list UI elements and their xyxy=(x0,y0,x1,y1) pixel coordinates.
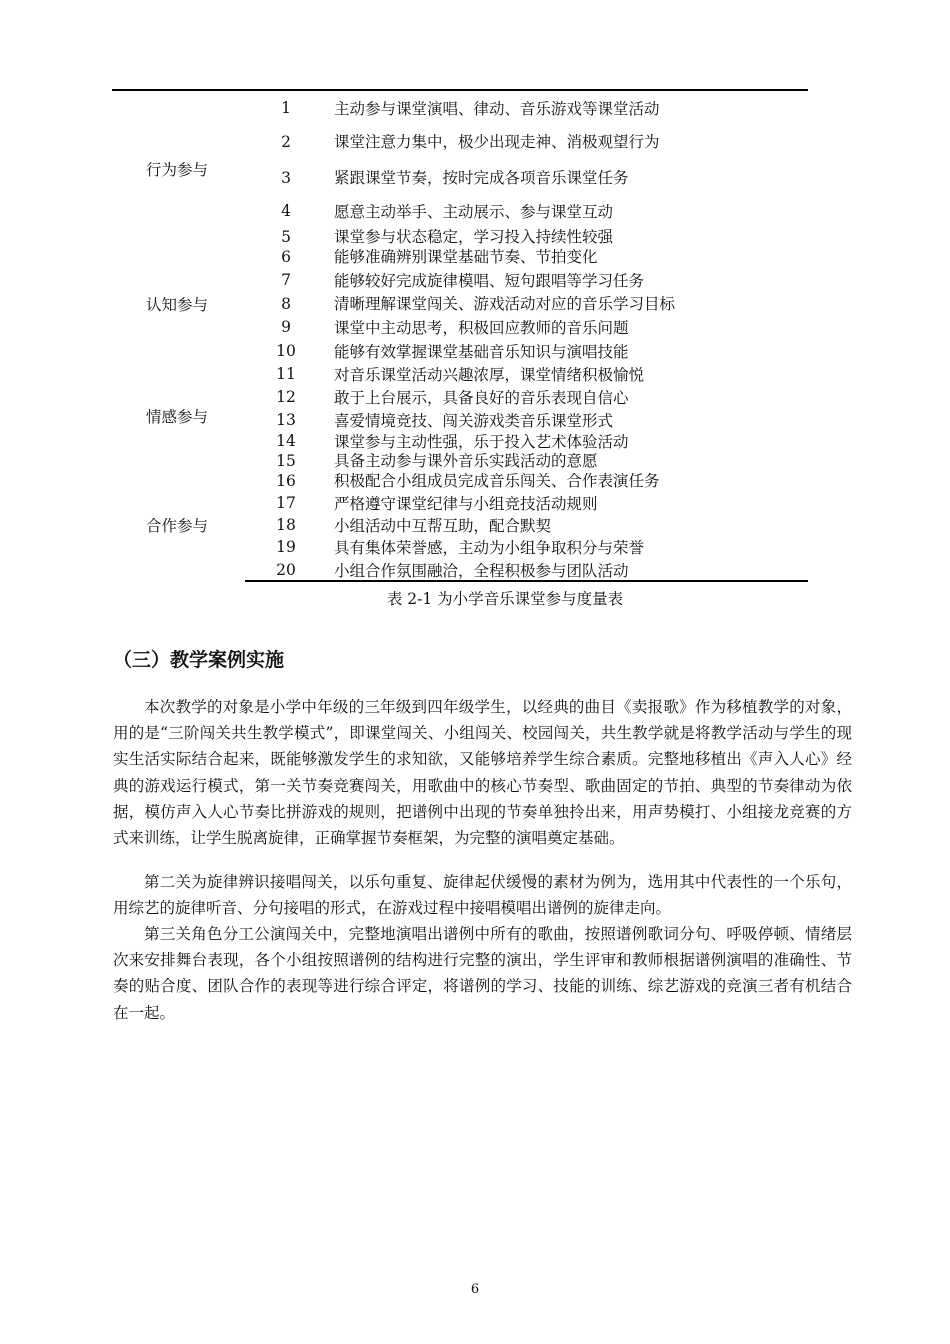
body-paragraph: 第三关角色分工公演闯关中，完整地演唱出谱例中所有的歌曲，按照谱例歌词分句、呼吸停顿、情绪层次来安排舞台表现，各个小组按照谱例的结构进行完整的演出，学生评审和教师根据谱例演唱的准确性、节奏的贴合度、团队合作的表现等进行综合评定，将谱例的学习、技能的训练、综艺游戏的竞演三者有机结合在一起。 xyxy=(113,925,852,1022)
row-item: 能够有效掌握课堂基础音乐知识与演唱技能 xyxy=(334,343,629,361)
row-number: 4 xyxy=(281,202,291,220)
category-label: 行为参与 xyxy=(146,161,209,179)
row-number: 17 xyxy=(276,494,296,512)
row-item: 小组活动中互帮互助，配合默契 xyxy=(334,517,552,535)
row-number: 7 xyxy=(281,271,291,289)
row-item: 主动参与课堂演唱、律动、音乐游戏等课堂活动 xyxy=(334,100,660,118)
row-number: 11 xyxy=(276,365,296,383)
row-item: 课堂中主动思考，积极回应教师的音乐问题 xyxy=(334,319,629,337)
table-caption: 表 2-1 为小学音乐课堂参与度量表 xyxy=(386,590,624,608)
page-number: 6 xyxy=(470,1282,480,1297)
section-heading: （三）教学案例实施 xyxy=(113,649,285,671)
row-item: 具备主动参与课外音乐实践活动的意愿 xyxy=(334,452,598,470)
row-number: 13 xyxy=(276,411,296,429)
row-number: 16 xyxy=(276,472,296,490)
row-number: 5 xyxy=(281,228,291,246)
row-item: 具有集体荣誉感，主动为小组争取积分与荣誉 xyxy=(334,539,645,557)
body-paragraph: 第二关为旋律辨识接唱闯关，以乐句重复、旋律起伏缓慢的素材为例为，选用其中代表性的一个乐句，用综艺的旋律听音、分句接唱的形式，在游戏过程中接唱模唱出谱例的旋律走向。 xyxy=(113,873,852,918)
row-item: 严格遵守课堂纪律与小组竞技活动规则 xyxy=(334,495,598,513)
category-label: 情感参与 xyxy=(146,408,209,426)
row-item: 敢于上台展示，具备良好的音乐表现自信心 xyxy=(334,389,629,407)
row-item: 课堂参与状态稳定，学习投入持续性较强 xyxy=(334,228,614,246)
body-paragraph: 本次教学的对象是小学中年级的三年级到四年级学生，以经典的曲目《卖报歌》作为移植教学的对象，用的是“三阶闯关共生教学模式”，即课堂闯关、小组闯关、校园闯关，共生教学就是将教学活动与学生的现实生活实际结合起来，既能够激发学生的求知欲，又能够培养学生综合素质。完整地移植出《声入人心》经典的游戏运行模式，第一关节奏竞赛闯关，用歌曲中的核心节奏型、歌曲固定的节拍、典型的节奏律动为依据，模仿声入人心节奏比拼游戏的规则，把谱例中出现的节奏单独拎出来，用声势模打、小组接龙竞赛的方式来训练，让学生脱离旋律，正确掌握节奏框架，为完整的演唱奠定基础。 xyxy=(113,698,852,848)
row-number: 1 xyxy=(281,99,291,117)
row-number: 3 xyxy=(281,169,291,187)
row-item: 对音乐课堂活动兴趣浓厚，课堂情绪积极愉悦 xyxy=(334,366,645,384)
row-number: 20 xyxy=(276,561,296,579)
row-item: 紧跟课堂节奏，按时完成各项音乐课堂任务 xyxy=(334,169,629,187)
row-item: 清晰理解课堂闯关、游戏活动对应的音乐学习目标 xyxy=(334,295,676,313)
row-number: 18 xyxy=(276,516,296,534)
row-number: 2 xyxy=(281,133,291,151)
row-item: 课堂参与主动性强，乐于投入艺术体验活动 xyxy=(334,433,629,451)
row-item: 喜爱情境竞技、闯关游戏类音乐课堂形式 xyxy=(334,412,614,430)
row-item: 积极配合小组成员完成音乐闯关、合作表演任务 xyxy=(334,472,660,490)
table-top-rule xyxy=(112,89,808,91)
row-number: 9 xyxy=(281,318,291,336)
row-number: 10 xyxy=(276,342,296,360)
row-number: 8 xyxy=(281,295,291,313)
category-label: 合作参与 xyxy=(146,517,209,535)
row-item: 能够准确辨别课堂基础节奏、节拍变化 xyxy=(334,248,598,266)
row-item: 愿意主动举手、主动展示、参与课堂互动 xyxy=(334,203,614,221)
row-number: 12 xyxy=(276,388,296,406)
category-label: 认知参与 xyxy=(146,296,209,314)
table-bottom-rule xyxy=(245,580,808,582)
row-item: 课堂注意力集中，极少出现走神、消极观望行为 xyxy=(334,133,660,151)
row-item: 能够较好完成旋律模唱、短句跟唱等学习任务 xyxy=(334,272,645,290)
row-number: 19 xyxy=(276,538,296,556)
row-number: 15 xyxy=(276,452,296,470)
row-item: 小组合作氛围融洽，全程积极参与团队活动 xyxy=(334,562,629,580)
row-number: 14 xyxy=(276,432,296,450)
row-number: 6 xyxy=(281,248,291,266)
